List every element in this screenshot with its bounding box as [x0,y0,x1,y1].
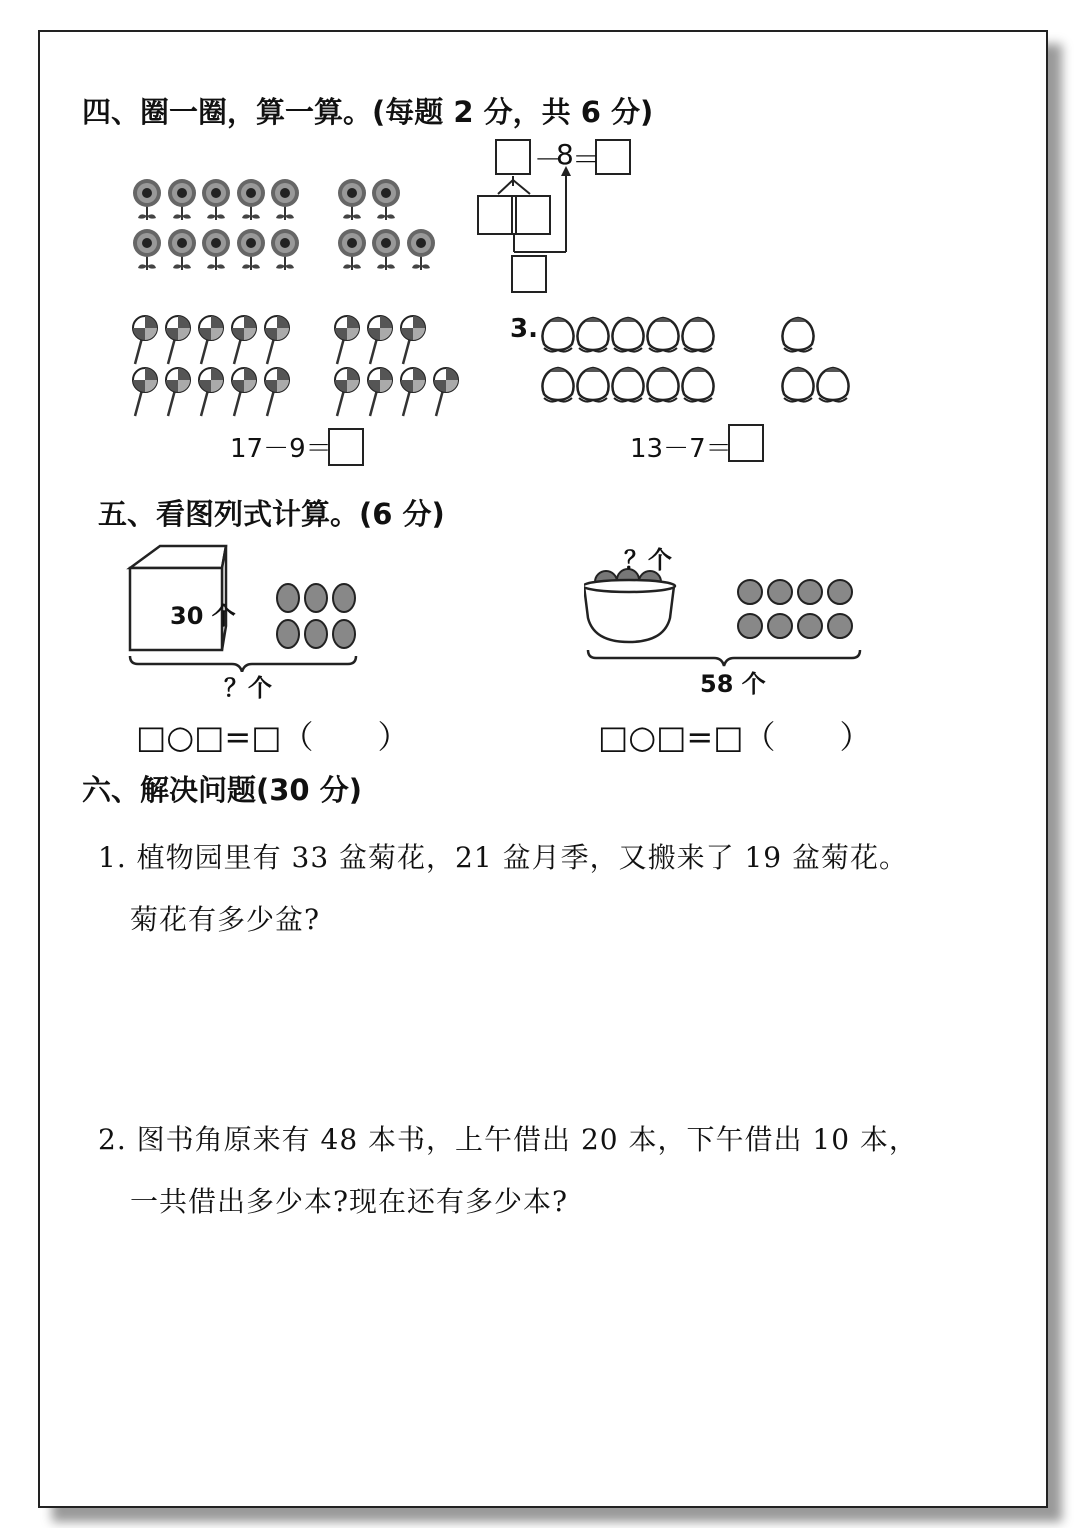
section-5-title: 五、看图列式计算。(6 分) [98,497,445,531]
windmill-group-q1 [125,310,475,420]
left-total-label: ？个 [224,674,272,702]
problem-1-line-1: 1. 植物园里有 33 盆菊花，21 盆月季，又搬来了 19 盆菊花。 [98,841,909,874]
peach-group-q3 [536,308,866,408]
q2-equals: ＝ [572,143,601,176]
q3-equation: 13－7＝ [630,434,732,464]
q2-number: 8 [556,138,574,171]
box-label: 30 个 [170,602,236,630]
problem-1-line-2: 菊花有多少盆? [130,903,321,936]
q3-answer-box[interactable] [728,424,764,462]
section-4-title: 四、圈一圈，算一算。(每题 2 分，共 6 分) [82,95,654,129]
right-top-label: ？个 [624,546,672,574]
right-equation-template[interactable]: □○□=□（ ） [598,718,872,756]
section-6-title: 六、解决问题(30 分) [82,773,362,807]
bowl-and-apples-picture [584,562,874,672]
q1-answer-box[interactable] [328,428,364,466]
q1-equation: 17－9＝ [230,434,332,464]
problem-2-line-1: 2. 图书角原来有 48 本书，上午借出 20 本，下午借出 10 本， [98,1123,918,1156]
q3-label: 3. [510,314,538,344]
left-equation-template[interactable]: □○□=□（ ） [136,718,410,756]
problem-2-line-2: 一共借出多少本?现在还有多少本? [130,1185,569,1218]
flower-group-q1 [125,160,445,270]
q2-minus: － [534,143,563,176]
worksheet-page [38,30,1048,1508]
right-total-label: 58 个 [700,670,766,698]
box-and-eggs-picture [126,542,366,672]
